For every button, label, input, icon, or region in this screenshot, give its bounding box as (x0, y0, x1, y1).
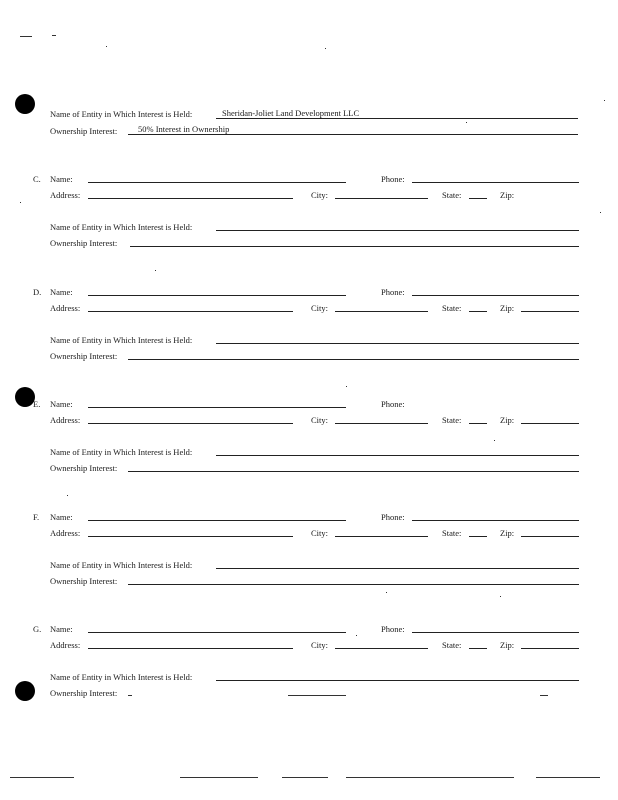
ownership-field-fragment (540, 695, 548, 696)
ownership-field-fragment (288, 695, 346, 696)
entity-field[interactable] (216, 230, 579, 231)
name-field[interactable] (88, 407, 346, 408)
ownership-label: Ownership Interest: (50, 576, 118, 586)
entity-label: Name of Entity in Which Interest is Held: (50, 222, 193, 232)
scan-speck (67, 495, 68, 496)
city-label: City: (311, 640, 329, 650)
name-label: Name: (50, 624, 73, 634)
name-field[interactable] (88, 520, 346, 521)
name-label: Name: (50, 287, 73, 297)
entity-field[interactable] (216, 568, 579, 569)
scan-speck (356, 635, 357, 636)
state-field[interactable] (469, 648, 487, 649)
entity-label: Name of Entity in Which Interest is Held: (50, 335, 193, 345)
phone-label: Phone: (381, 174, 405, 184)
entity-field[interactable] (216, 455, 579, 456)
bottom-edge-line (282, 777, 328, 778)
phone-field[interactable] (412, 295, 579, 296)
name-field[interactable] (88, 632, 346, 633)
name-label: Name: (50, 512, 73, 522)
city-label: City: (311, 303, 329, 313)
entity-field[interactable] (216, 343, 579, 344)
state-label: State: (442, 528, 462, 538)
address-field[interactable] (88, 423, 293, 424)
ownership-label: Ownership Interest: (50, 351, 118, 361)
scan-speck (20, 202, 21, 203)
zip-label: Zip: (500, 640, 515, 650)
zip-label: Zip: (500, 190, 515, 200)
bottom-edge-line (180, 777, 258, 778)
address-field[interactable] (88, 311, 293, 312)
state-label: State: (442, 640, 462, 650)
state-label: State: (442, 303, 462, 313)
section-letter: D. (33, 287, 42, 297)
ownership-label: Ownership Interest: (50, 463, 118, 473)
state-field[interactable] (469, 311, 487, 312)
entity-field[interactable] (216, 680, 579, 681)
zip-field[interactable] (521, 648, 579, 649)
entity-label: Name of Entity in Which Interest is Held: (50, 560, 193, 570)
city-field[interactable] (335, 536, 428, 537)
city-label: City: (311, 415, 329, 425)
ownership-label: Ownership Interest: (50, 238, 118, 248)
state-field[interactable] (469, 536, 487, 537)
state-field[interactable] (469, 198, 487, 199)
bottom-edge-line (536, 777, 600, 778)
city-field[interactable] (335, 423, 428, 424)
address-field[interactable] (88, 648, 293, 649)
punch-hole (15, 681, 35, 701)
city-field[interactable] (335, 198, 428, 199)
section-letter: E. (33, 399, 41, 409)
section-letter: G. (33, 624, 42, 634)
zip-field[interactable] (521, 423, 579, 424)
punch-hole (15, 387, 35, 407)
address-label: Address: (50, 640, 81, 650)
scan-speck (500, 596, 501, 597)
city-field[interactable] (335, 648, 428, 649)
scan-speck (20, 36, 32, 37)
section-letter: F. (33, 512, 40, 522)
phone-field[interactable] (412, 632, 579, 633)
entity-label: Name of Entity in Which Interest is Held: (50, 109, 193, 119)
entity-field[interactable] (216, 118, 578, 119)
state-label: State: (442, 415, 462, 425)
ownership-field[interactable] (130, 246, 579, 247)
address-label: Address: (50, 190, 81, 200)
ownership-field[interactable] (128, 471, 579, 472)
phone-label: Phone: (381, 624, 405, 634)
section-letter: C. (33, 174, 41, 184)
phone-label: Phone: (381, 512, 405, 522)
address-label: Address: (50, 415, 81, 425)
scan-speck (346, 386, 347, 387)
phone-label: Phone: (381, 287, 405, 297)
ownership-field[interactable] (128, 584, 579, 585)
state-field[interactable] (469, 423, 487, 424)
address-field[interactable] (88, 536, 293, 537)
zip-label: Zip: (500, 415, 515, 425)
scan-speck (325, 48, 326, 49)
city-label: City: (311, 528, 329, 538)
ownership-field-fragment (128, 695, 132, 696)
scan-speck (52, 35, 56, 36)
ownership-label: Ownership Interest: (50, 688, 118, 698)
city-field[interactable] (335, 311, 428, 312)
phone-label: Phone: (381, 399, 405, 409)
phone-field[interactable] (412, 182, 579, 183)
name-field[interactable] (88, 182, 346, 183)
scan-speck (494, 440, 495, 441)
scan-speck (106, 46, 107, 47)
scan-speck (155, 270, 156, 271)
ownership-label: Ownership Interest: (50, 126, 118, 136)
zip-label: Zip: (500, 303, 515, 313)
zip-field[interactable] (521, 311, 579, 312)
name-label: Name: (50, 399, 73, 409)
phone-field[interactable] (412, 520, 579, 521)
city-label: City: (311, 190, 329, 200)
bottom-edge-line (346, 777, 514, 778)
zip-label: Zip: (500, 528, 515, 538)
address-field[interactable] (88, 198, 293, 199)
punch-hole (15, 94, 35, 114)
entity-value: Sheridan-Joliet Land Development LLC (222, 108, 360, 118)
name-field[interactable] (88, 295, 346, 296)
name-label: Name: (50, 174, 73, 184)
scan-speck (600, 212, 601, 213)
ownership-value: 50% Interest in Ownership (138, 124, 230, 134)
zip-field[interactable] (521, 536, 579, 537)
bottom-edge-line (10, 777, 74, 778)
state-label: State: (442, 190, 462, 200)
ownership-field[interactable] (128, 359, 579, 360)
address-label: Address: (50, 303, 81, 313)
address-label: Address: (50, 528, 81, 538)
scan-speck (604, 100, 605, 101)
scan-speck (386, 592, 387, 593)
ownership-field[interactable] (128, 134, 578, 135)
entity-label: Name of Entity in Which Interest is Held: (50, 447, 193, 457)
scan-speck (466, 122, 467, 123)
entity-label: Name of Entity in Which Interest is Held: (50, 672, 193, 682)
